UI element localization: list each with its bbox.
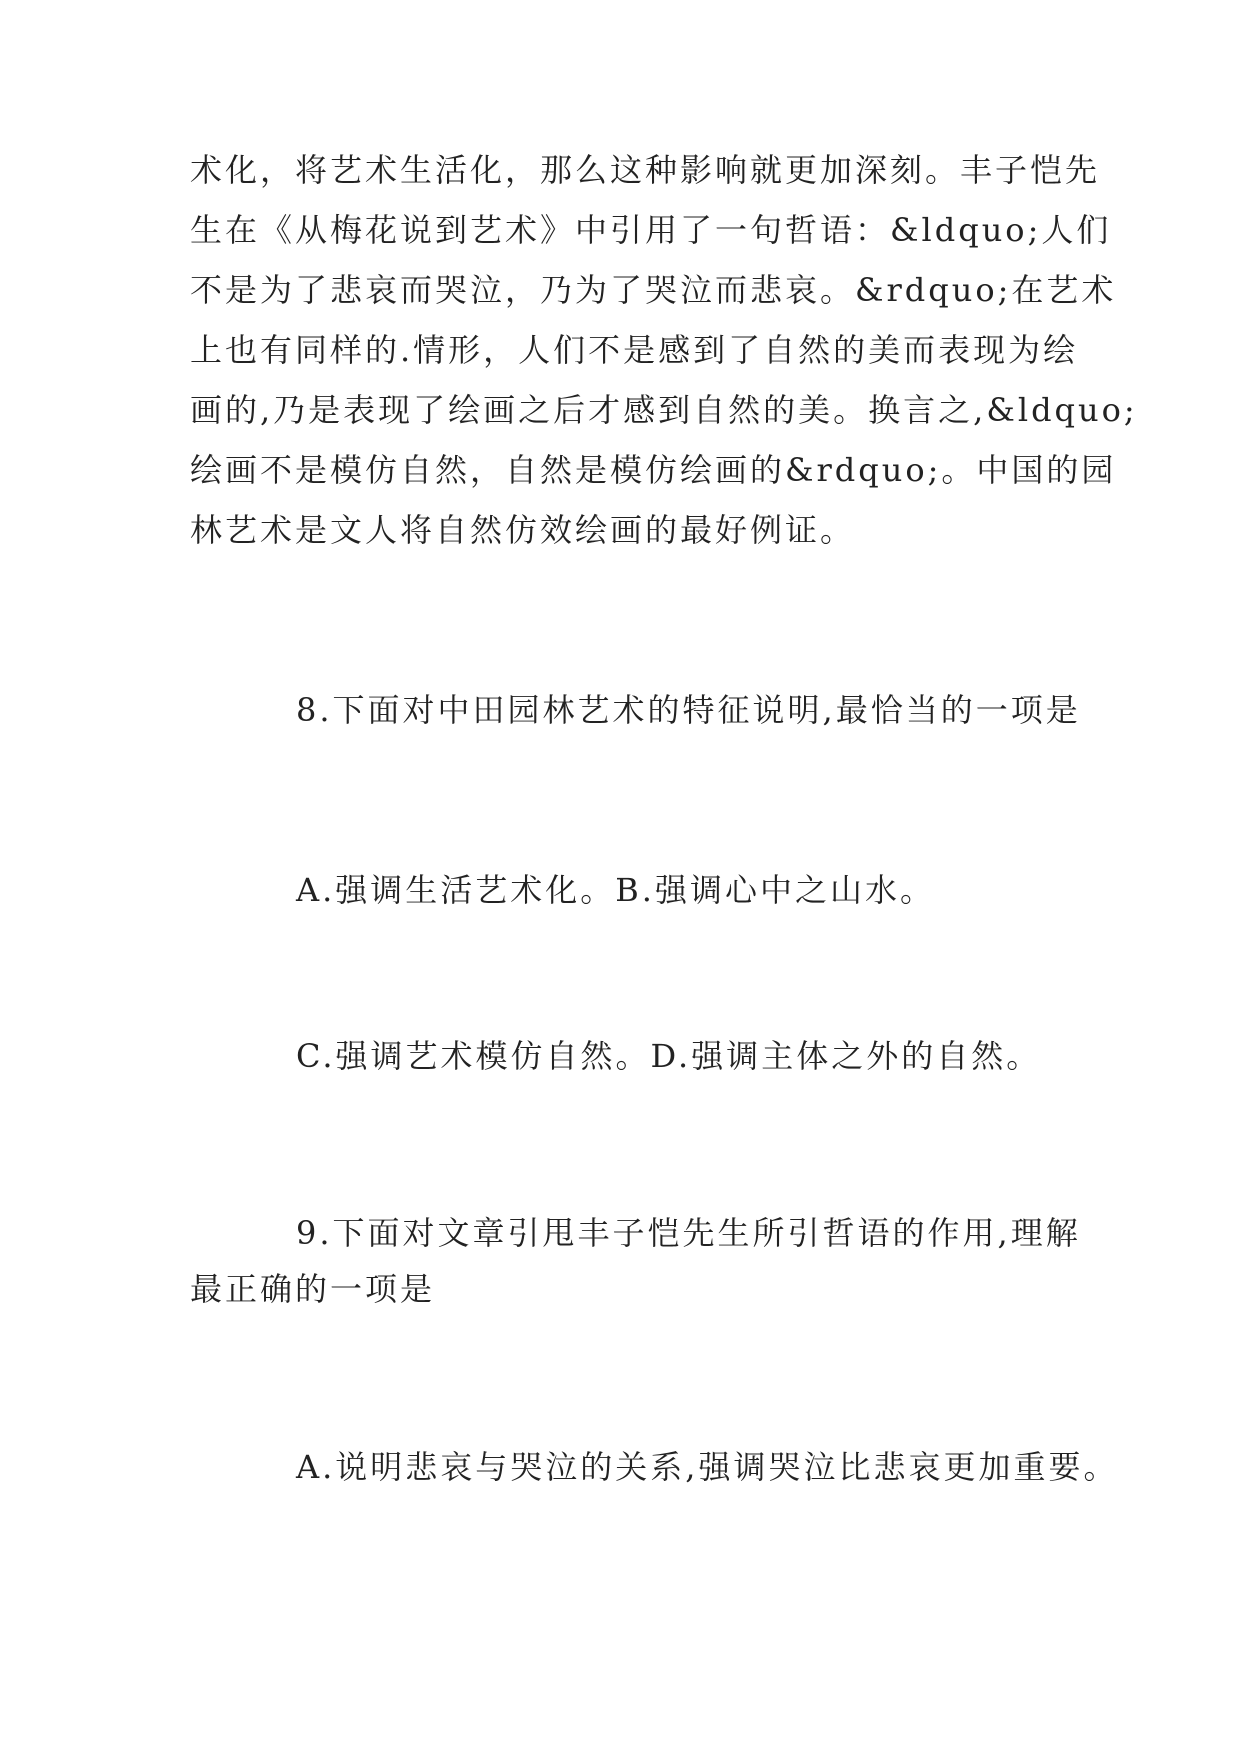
question-9-option-a: A.说明悲哀与哭泣的关系,强调哭泣比悲哀更加重要。 <box>296 1448 1119 1486</box>
question-8-options-ab: A.强调生活艺术化。B.强调心中之山水。 <box>296 871 935 909</box>
question-8-options-cd: C.强调艺术模仿自然。D.强调主体之外的自然。 <box>296 1037 1042 1075</box>
paragraph-line-7: 林艺术是文人将自然仿效绘画的最好例证。 <box>190 511 856 549</box>
question-9-stem-line-2: 最正确的一项是 <box>190 1270 436 1308</box>
question-8-stem: 8.下面对中田园林艺术的特征说明,最恰当的一项是 <box>296 691 1081 729</box>
paragraph-line-2: 生在《从梅花说到艺术》中引用了一句哲语：&ldquo;人们 <box>190 211 1112 249</box>
paragraph-line-1: 术化，将艺术生活化，那么这种影响就更加深刻。丰子恺先 <box>190 151 1101 189</box>
paragraph-line-6: 绘画不是模仿自然，自然是模仿绘画的&rdquo;。中国的园 <box>190 451 1117 489</box>
paragraph-line-3: 不是为了悲哀而哭泣，乃为了哭泣而悲哀。&rdquo;在艺术 <box>190 271 1117 309</box>
paragraph-line-4: 上也有同样的.情形，人们不是感到了自然的美而表现为绘 <box>190 331 1079 369</box>
paragraph-line-5: 画的,乃是表现了绘画之后才感到自然的美。换言之,&ldquo; <box>190 391 1138 429</box>
question-9-stem-line-1: 9.下面对文章引甩丰子恺先生所引哲语的作用,理解 <box>296 1214 1081 1252</box>
